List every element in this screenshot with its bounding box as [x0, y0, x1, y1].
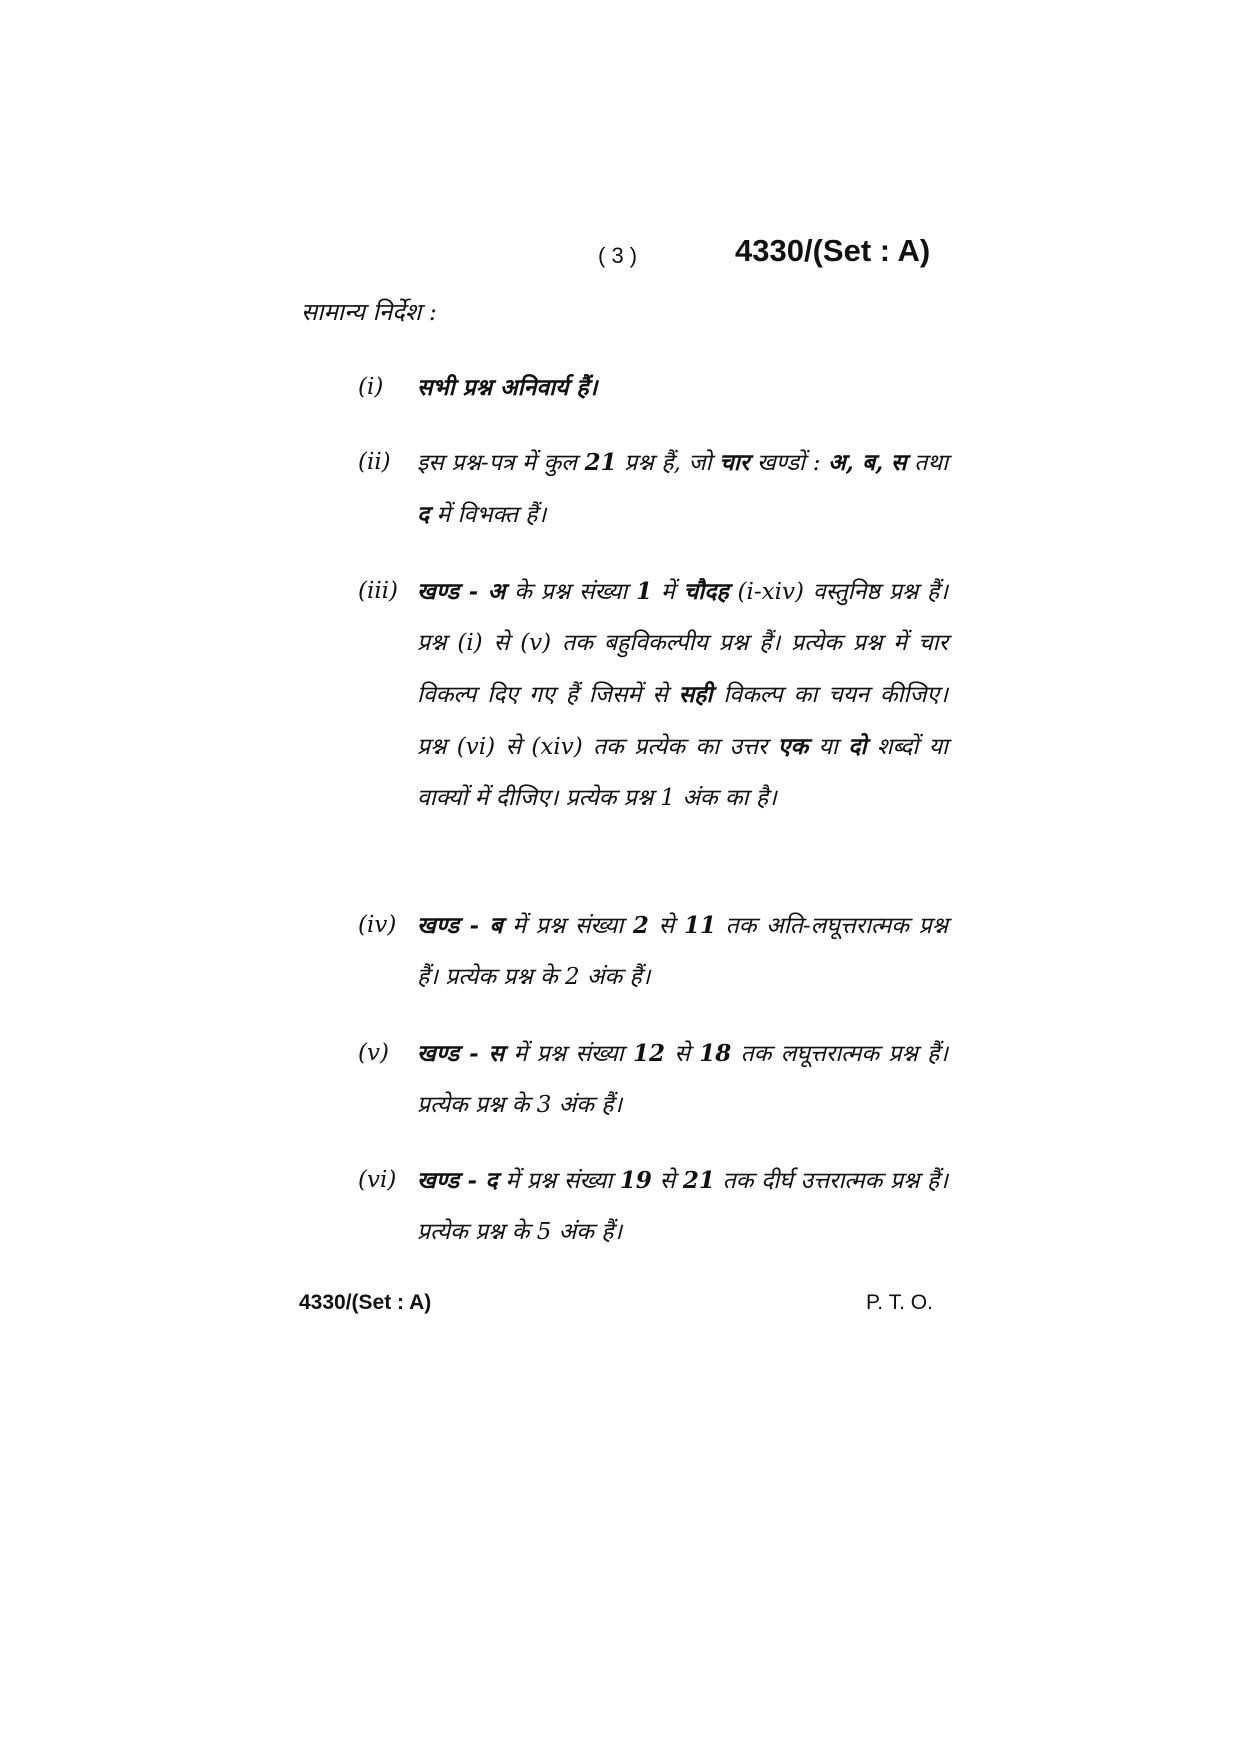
paper-code: 4330/(Set : A) — [735, 233, 931, 268]
instruction-number: (i) — [358, 374, 384, 400]
page-number: ( 3 ) — [598, 243, 638, 268]
instruction-item — [358, 566, 948, 824]
instruction-number: (ii) — [358, 449, 391, 475]
instruction-number: (iii) — [358, 578, 399, 604]
instruction-item — [358, 362, 948, 414]
instruction-text: सभी प्रश्न अनिवार्य हैं। — [417, 374, 598, 401]
instruction-text: खण्ड - ब में प्रश्न संख्या 2 से 11 तक अति-लघूत्तरात्मक प्रश्न हैं। प्रत्येक प्रश्न के 2 अंक हैं। — [417, 912, 948, 990]
instruction-number: (v) — [358, 1040, 389, 1066]
instruction-text: खण्ड - द में प्रश्न संख्या 19 से 21 तक दीर्घ उत्तरात्मक प्रश्न हैं। प्रत्येक प्रश्न के 5 अंक हैं। — [417, 1167, 948, 1245]
instruction-number: (vi) — [358, 1167, 397, 1193]
instruction-text: खण्ड - स में प्रश्न संख्या 12 से 18 तक लघूत्तरात्मक प्रश्न हैं। प्रत्येक प्रश्न के 3 अंक हैं। — [417, 1040, 949, 1118]
pto-label: P. T. O. — [866, 1291, 933, 1314]
instruction-number: (iv) — [358, 912, 397, 938]
instruction-item — [358, 1155, 948, 1258]
instruction-item — [358, 1028, 948, 1131]
instruction-item — [358, 900, 948, 1003]
instruction-text: खण्ड - अ के प्रश्न संख्या 1 में चौदह (i-xiv) वस्तुनिष्ठ प्रश्न हैं। प्रश्न (i) से (v) तक बहुविकल्पीय प्रश्न हैं। प्रत्येक प्रश्न में चार विकल्प दिए गए हैं जिसमें से सही विकल्प का चयन कीजिए। प्रश्न (vi) से (xiv) तक प्रत्येक का उत्तर एक या दो शब्दों या वाक्यों में दीजिए। प्रत्येक प्रश्न 1 अंक का है। — [417, 578, 948, 811]
instruction-item — [358, 437, 948, 541]
footer-paper-code: 4330/(Set : A) — [299, 1291, 432, 1314]
instructions-heading: सामान्य निर्देश : — [301, 298, 437, 326]
instruction-text: इस प्रश्न-पत्र में कुल 21 प्रश्न हैं, जो चार खण्डों : अ, ब, स तथा द में विभक्त हैं। — [417, 449, 949, 528]
